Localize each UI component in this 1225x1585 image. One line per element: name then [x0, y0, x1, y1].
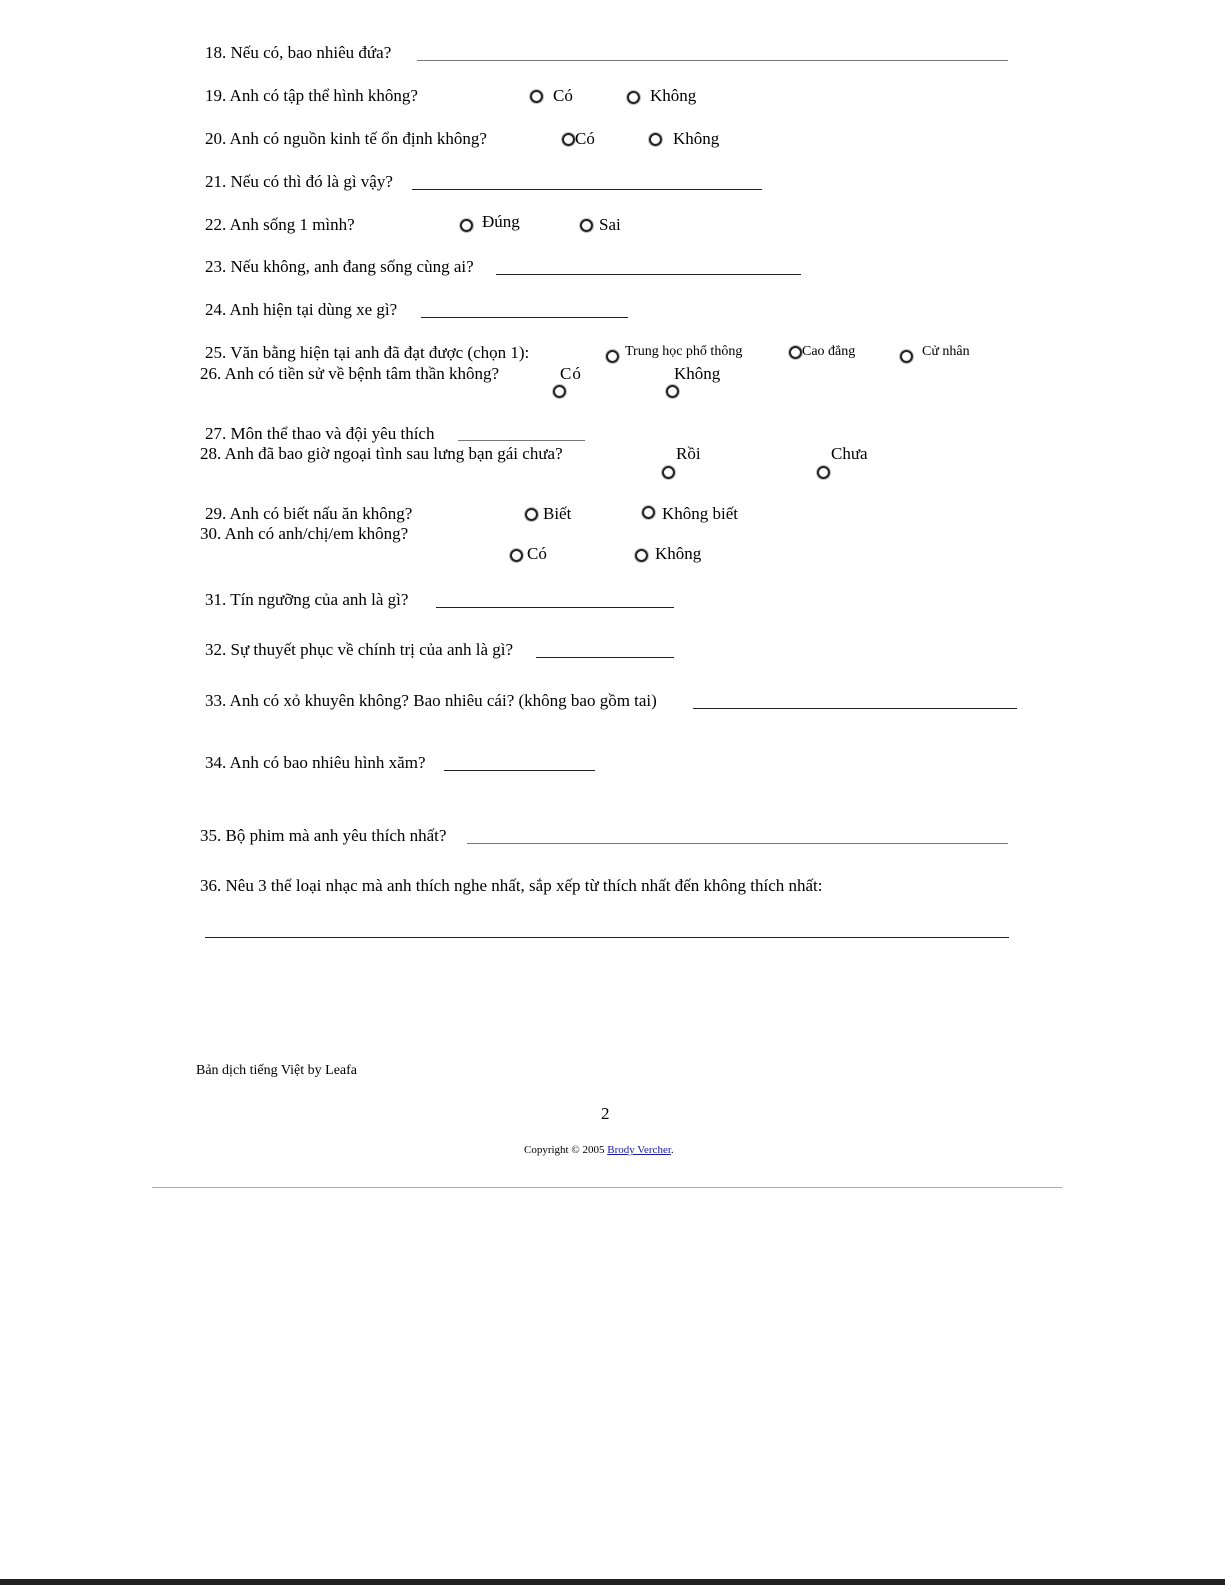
q28-option-no: Chưa — [831, 444, 868, 463]
q36-answer-line[interactable] — [205, 937, 1009, 938]
q20-option-no: Không — [673, 129, 720, 148]
q30-radio-no[interactable] — [635, 549, 648, 562]
q28-radio-yes[interactable] — [662, 466, 675, 479]
q19-option-yes: Có — [553, 86, 573, 105]
q23-answer-line[interactable] — [496, 274, 801, 275]
q28-radio-no[interactable] — [817, 466, 830, 479]
q35-answer-line[interactable] — [467, 843, 1008, 844]
q25-radio-college[interactable] — [789, 346, 802, 359]
q22-radio-true[interactable] — [460, 219, 473, 232]
q35-label: 35. Bộ phim mà anh yêu thích nhất? — [200, 826, 447, 845]
q25-radio-highschool[interactable] — [606, 350, 619, 363]
q26-option-yes: Có — [560, 364, 582, 383]
q30-radio-yes[interactable] — [510, 549, 523, 562]
q25-option-highschool: Trung học phổ thông — [625, 344, 743, 359]
q34-label: 34. Anh có bao nhiêu hình xăm? — [205, 753, 426, 772]
q28-label: 28. Anh đã bao giờ ngoại tình sau lưng bạn gái chưa? — [200, 444, 563, 463]
q29-radio-yes[interactable] — [525, 508, 538, 521]
copyright-suffix: . — [670, 1144, 674, 1156]
copyright-notice — [524, 1145, 674, 1156]
q26-radio-yes[interactable] — [553, 385, 566, 398]
q22-option-false: Sai — [599, 215, 621, 234]
q21-answer-line[interactable] — [412, 189, 762, 190]
q18-answer-line[interactable] — [417, 60, 1008, 61]
q20-option-yes: Có — [575, 129, 595, 148]
copyright-prefix: Copyright © 2005 — [524, 1144, 608, 1156]
q23-label: 23. Nếu không, anh đang sống cùng ai? — [205, 257, 474, 276]
q24-label: 24. Anh hiện tại dùng xe gì? — [205, 300, 398, 319]
q24-answer-line[interactable] — [421, 317, 628, 318]
q26-label: 26. Anh có tiền sử về bệnh tâm thần không? — [200, 364, 500, 383]
author-link[interactable]: Brody Vercher — [607, 1144, 671, 1156]
q31-answer-line[interactable] — [436, 607, 674, 608]
q29-radio-no[interactable] — [642, 506, 655, 519]
q20-radio-yes[interactable] — [562, 133, 575, 146]
q25-radio-bachelor[interactable] — [900, 350, 913, 363]
q26-option-no: Không — [674, 364, 721, 383]
q19-option-no: Không — [650, 86, 697, 105]
q36-label: 36. Nêu 3 thể loại nhạc mà anh thích nghe nhất, sắp xếp từ thích nhất đến không thích nhất: — [200, 876, 823, 895]
bottom-edge-bar — [0, 1579, 1225, 1585]
q29-label: 29. Anh có biết nấu ăn không? — [205, 504, 413, 523]
q19-radio-yes[interactable] — [530, 90, 543, 103]
q25-option-bachelor: Cử nhân — [922, 344, 970, 359]
q27-label: 27. Môn thể thao và đội yêu thích — [205, 424, 435, 443]
q28-option-yes: Rồi — [676, 444, 701, 463]
q27-answer-line[interactable] — [458, 440, 585, 441]
footer-divider — [152, 1187, 1062, 1188]
q32-answer-line[interactable] — [536, 657, 674, 658]
q29-option-yes: Biết — [543, 504, 572, 523]
q30-option-no: Không — [655, 544, 702, 563]
translator-note: Bản dịch tiếng Việt by Leafa — [196, 1063, 358, 1078]
q30-option-yes: Có — [527, 544, 547, 563]
q22-label: 22. Anh sống 1 mình? — [205, 215, 355, 234]
q32-label: 32. Sự thuyết phục về chính trị của anh là gì? — [205, 640, 514, 659]
q20-label: 20. Anh có nguồn kinh tế ổn định không? — [205, 129, 487, 148]
q25-label: 25. Văn bằng hiện tại anh đã đạt được (chọn 1): — [205, 343, 530, 362]
q30-label: 30. Anh có anh/chị/em không? — [200, 524, 409, 543]
q29-option-no: Không biết — [662, 504, 739, 523]
q34-answer-line[interactable] — [444, 770, 595, 771]
q31-label: 31. Tín ngưỡng của anh là gì? — [205, 590, 409, 609]
q21-label: 21. Nếu có thì đó là gì vậy? — [205, 172, 393, 191]
q22-radio-false[interactable] — [580, 219, 593, 232]
page-number: 2 — [601, 1104, 610, 1123]
q18-label: 18. Nếu có, bao nhiêu đứa? — [205, 43, 392, 62]
q33-answer-line[interactable] — [693, 708, 1017, 709]
q22-option-true: Đúng — [482, 212, 520, 231]
q19-label: 19. Anh có tập thể hình không? — [205, 86, 418, 105]
q20-radio-no[interactable] — [649, 133, 662, 146]
q25-option-college: Cao đẳng — [802, 344, 856, 359]
q19-radio-no[interactable] — [627, 91, 640, 104]
q26-radio-no[interactable] — [666, 385, 679, 398]
q33-label: 33. Anh có xỏ khuyên không? Bao nhiêu cái? (không bao gồm tai) — [205, 691, 657, 710]
